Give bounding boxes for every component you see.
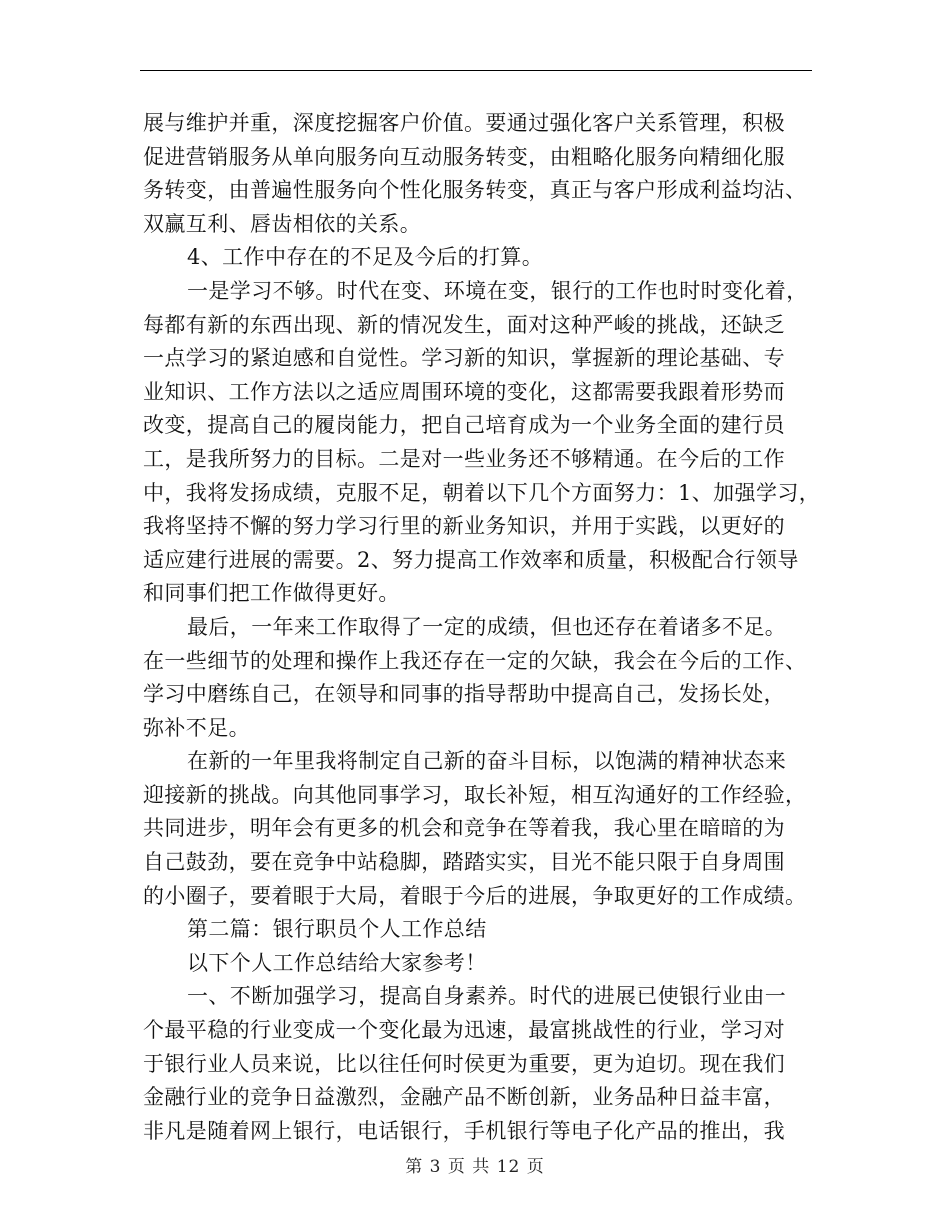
text-line: 第二篇：银行职员个人工作总结	[187, 917, 487, 942]
text-line: 促进营销服务从单向服务向互动服务转变，由粗略化服务向精细化服	[143, 144, 785, 169]
text-line: 个最平稳的行业变成一个变化最为迅速，最富挑战性的行业，学习对	[143, 1018, 785, 1043]
text-line: 金融行业的竞争日益激烈，金融产品不断创新，业务品种日益丰富，	[143, 1085, 785, 1110]
text-line: 的小圈子，要着眼于大局，着眼于今后的进展，争取更好的工作成绩。	[143, 883, 807, 908]
text-line: 每都有新的东西出现、新的情况发生，面对这种严峻的挑战，还缺乏	[143, 312, 785, 337]
text-line: 中，我将发扬成绩，克服不足，朝着以下几个方面努力：1、加强学习，	[143, 480, 821, 505]
text-line: 我将坚持不懈的努力学习行里的新业务知识，并用于实践，以更好的	[143, 514, 785, 539]
text-line: 4、工作中存在的不足及今后的打算。	[187, 245, 544, 270]
text-line: 业知识、工作方法以之适应周围环境的变化，这都需要我跟着形势而	[143, 379, 785, 404]
text-line: 共同进步，明年会有更多的机会和竞争在等着我，我心里在暗暗的为	[143, 816, 785, 841]
text-line: 于银行业人员来说，比以往任何时侯更为重要，更为迫切。现在我们	[143, 1051, 785, 1076]
text-line: 双赢互利、唇齿相依的关系。	[143, 211, 422, 236]
text-line: 改变，提高自己的履岗能力，把自己培育成为一个业务全面的建行员	[143, 413, 785, 438]
page-number: 第 3 页 共 12 页	[405, 1157, 545, 1177]
header-rule	[140, 70, 812, 71]
text-line: 一是学习不够。时代在变、环境在变，银行的工作也时时变化着，	[187, 278, 808, 303]
text-line: 非凡是随着网上银行，电话银行，手机银行等电子化产品的推出，我	[143, 1118, 785, 1143]
text-line: 以下个人工作总结给大家参考！	[187, 950, 487, 975]
text-line: 在新的一年里我将制定自己新的奋斗目标，以饱满的精神状态来	[187, 749, 787, 774]
text-line: 一点学习的紧迫感和自觉性。学习新的知识，掌握新的理论基础、专	[143, 346, 785, 371]
text-line: 学习中磨练自己，在领导和同事的指导帮助中提高自己，发扬长处，	[143, 682, 785, 707]
text-line: 和同事们把工作做得更好。	[143, 581, 400, 606]
text-line: 适应建行进展的需要。2、努力提高工作效率和质量，积极配合行领导	[143, 547, 799, 572]
text-line: 弥补不足。	[143, 715, 250, 740]
text-line: 务转变，由普遍性服务向个性化服务转变，真正与客户形成利益均沾、	[143, 178, 807, 203]
text-line: 在一些细节的处理和操作上我还存在一定的欠缺，我会在今后的工作、	[143, 648, 807, 673]
text-line: 迎接新的挑战。向其他同事学习，取长补短，相互沟通好的工作经验，	[143, 782, 807, 807]
text-line: 最后，一年来工作取得了一定的成绩，但也还存在着诸多不足。	[187, 614, 787, 639]
text-line: 一、不断加强学习，提高自身素养。时代的进展已使银行业由一	[187, 984, 787, 1009]
text-line: 展与维护并重，深度挖掘客户价值。要通过强化客户关系管理，积极	[143, 111, 785, 135]
document-body	[143, 107, 821, 1148]
text-line: 工，是我所努力的目标。二是对一些业务还不够精通。在今后的工作	[143, 446, 785, 471]
text-line: 自己鼓劲，要在竞争中站稳脚，踏踏实实，目光不能只限于自身周围	[143, 850, 785, 875]
